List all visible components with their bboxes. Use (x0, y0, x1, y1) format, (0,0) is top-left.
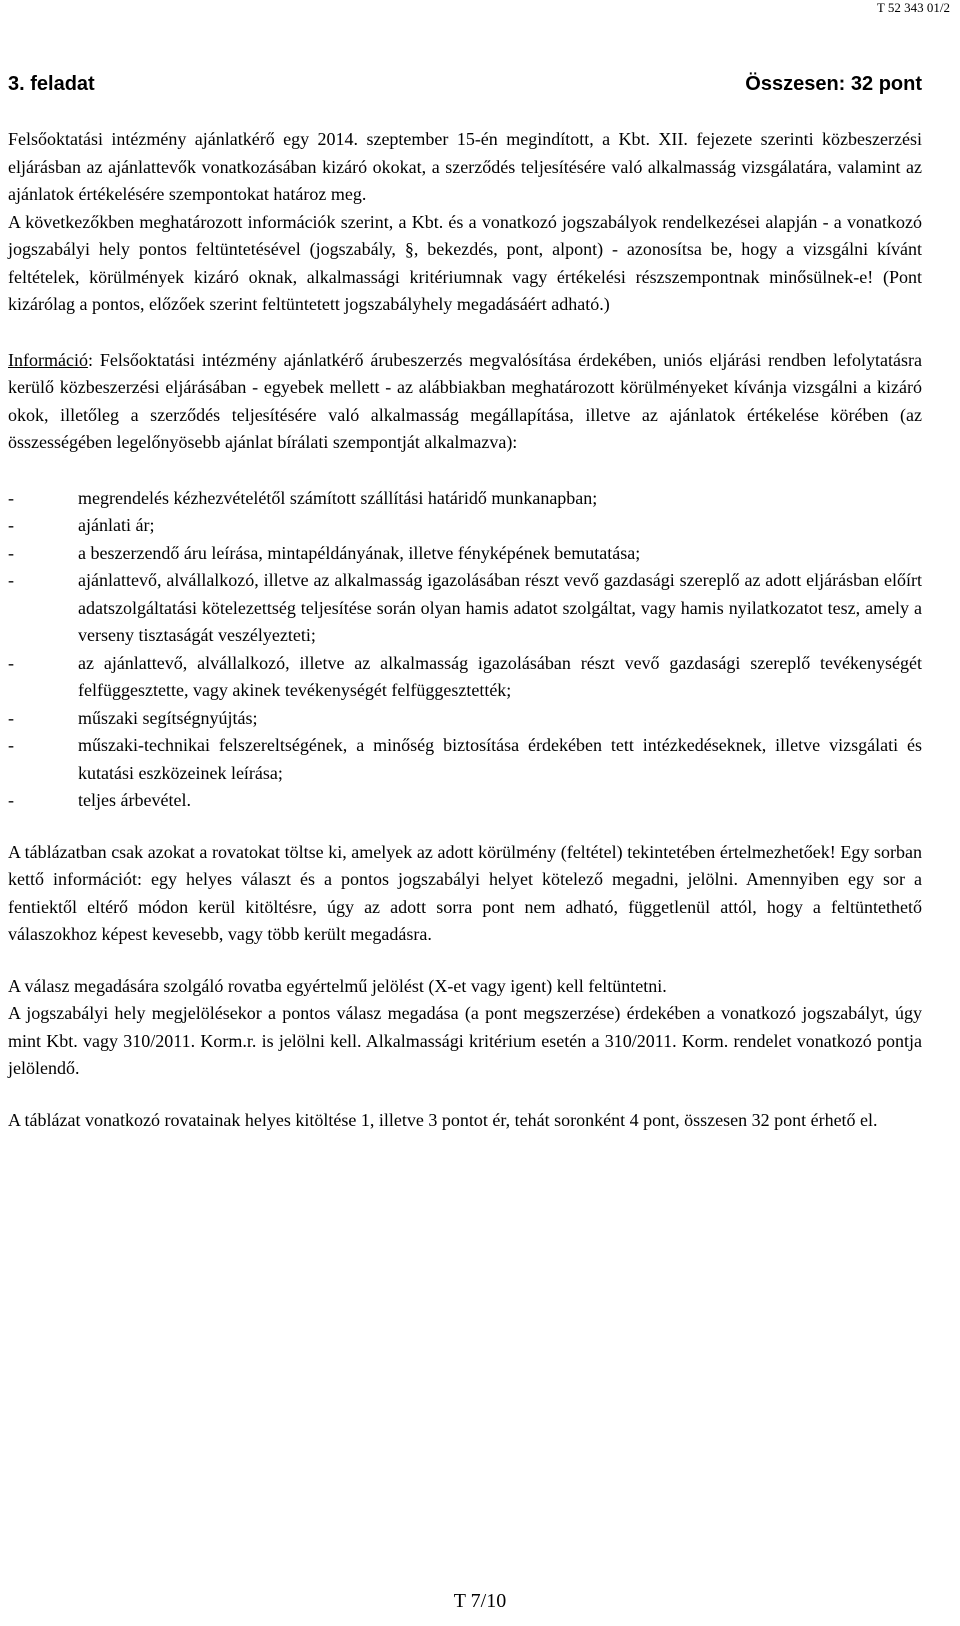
instructions-paragraph-3: A táblázat vonatkozó rovatainak helyes kitöltése 1, illetve 3 pontot ér, tehát soronként 4 pont, összesen 32 pont érhető el. (8, 1109, 878, 1130)
criteria-item (8, 787, 922, 815)
criteria-text: megrendelés kézhezvételétől számított szállítási határidő munkanapban; (78, 487, 598, 508)
criteria-text: műszaki-technikai felszereltségének, a minőség biztosítása érdekében tett intézkedéseknek, illetve vizsgálati és kutatási eszközeinek leírása; (78, 735, 922, 783)
instructions-paragraph-2a: A válasz megadására szolgáló rovatba egyértelmű jelölést (X-et vagy igent) kell feltüntetni. (8, 975, 667, 996)
criteria-text: az ajánlattevő, alvállalkozó, illetve az alkalmasság igazolásában részt vevő gazdasági szereplő tevékenységét felfüggesztette, vagy akinek tevékenységét felfüggesztették; (78, 652, 922, 700)
criteria-text: teljes árbevétel. (78, 790, 191, 810)
task-title: 3. feladat (8, 73, 95, 95)
instructions-paragraph-1: A táblázatban csak azokat a rovatokat töltse ki, amelyek az adott körülmény (feltétel) tekintetében értelmezhetőek! Egy sorban kettő információt: egy helyes választ és a pontos jogszabályi helyet kötelező megadni, jelölni. Amennyiben egy sor a fentiektől eltérő módon kerül kitöltésre, úgy az adott sorra pont nem adható, függetlenül attól, hogy a feltüntethető válaszokhoz képest kevesebb, vagy több került megadásra. (8, 841, 922, 944)
criteria-item (8, 512, 922, 540)
criteria-item (8, 650, 922, 705)
list-dash: - (8, 735, 14, 755)
criteria-text: ajánlati ár; (78, 515, 155, 535)
list-dash: - (8, 790, 14, 810)
page-number: T 7/10 (453, 1590, 507, 1612)
list-dash: - (8, 652, 14, 673)
criteria-item (8, 567, 922, 650)
criteria-item (8, 732, 922, 787)
criteria-text: műszaki segítségnyújtás; (78, 707, 258, 728)
criteria-text: a beszerzendő áru leírása, mintapéldányának, illetve fényképének bemutatása; (78, 542, 641, 563)
criteria-item (8, 540, 922, 568)
criteria-text: ajánlattevő, alvállalkozó, illetve az alkalmasság igazolásában részt vevő gazdasági szereplő az adott eljárásban előírt adatszolgáltatási kötelezettség teljesítése során olyan hamis adatot szolgáltat, vagy hamis nyilatkozatot tesz, amely a verseny tisztaságát veszélyezteti; (78, 570, 922, 645)
task-points: Összesen: 32 pont (745, 73, 922, 95)
list-dash: - (8, 542, 14, 563)
instructions-paragraph-2b: A jogszabályi hely megjelölésekor a pontos válasz megadása (a pont megszerzése) érdekében a vonatkozó jogszabályt, úgy mint Kbt. vagy 310/2011. Korm.r. is jelölni kell. Alkalmassági kritérium esetén a 310/2011. Korm. rendelet vonatkozó pontja jelölendő. (8, 1003, 922, 1078)
list-dash: - (8, 487, 14, 508)
criteria-item (8, 705, 922, 733)
info-text: : Felsőoktatási intézmény ajánlatkérő árubeszerzés megvalósítása érdekében, uniós eljárási rendben lefolytatásra kerülő közbeszerzési eljárásában - egyebek mellett - az alábbiakban meghatározott körülményeket kívánja vizsgálni a kizáró okok, illetőleg a szerződés teljesítésére való alkalmasság megállapítása, illetve az ajánlatok értékelése körében (az összességében legelőnyösebb ajánlat bírálati szempontját alkalmazva): (8, 349, 922, 452)
task-header (8, 70, 922, 98)
intro-paragraph-2: A következőkben meghatározott információk szerint, a Kbt. és a vonatkozó jogszabályok rendelkezései alapján - a vonatkozó jogszabályi hely pontos feltüntetésével (jogszabály, §, bekezdés, pont, alpont) - azonosítsa be, hogy a vizsgálni kívánt feltételek, körülmények kizáró oknak, alkalmassági kritériumnak vagy értékelési részszempontnak minősülnek-e! (Pont kizárólag a pontos, előzőek szerint feltüntetett jogszabályhely megadásáért adható.) (8, 211, 922, 314)
intro-paragraph-1: Felsőoktatási intézmény ajánlatkérő egy 2014. szeptember 15-én megindított, a Kbt. XII. fejezete szerinti közbeszerzési eljárásban az ajánlattevők vonatkozásában kizáró okokat, a szerződés teljesítésére való alkalmasság vizsgálatára, valamint az ajánlatok értékelésére szempontokat határoz meg. (8, 129, 922, 204)
info-paragraph (8, 347, 922, 457)
list-dash: - (8, 570, 14, 590)
list-dash: - (8, 707, 14, 728)
criteria-item (8, 485, 922, 513)
task-content (8, 126, 922, 1134)
criteria-list (8, 485, 922, 815)
page-code: T 52 343 01/2 (876, 0, 950, 15)
list-dash: - (8, 515, 14, 535)
info-label: Információ (8, 349, 88, 370)
